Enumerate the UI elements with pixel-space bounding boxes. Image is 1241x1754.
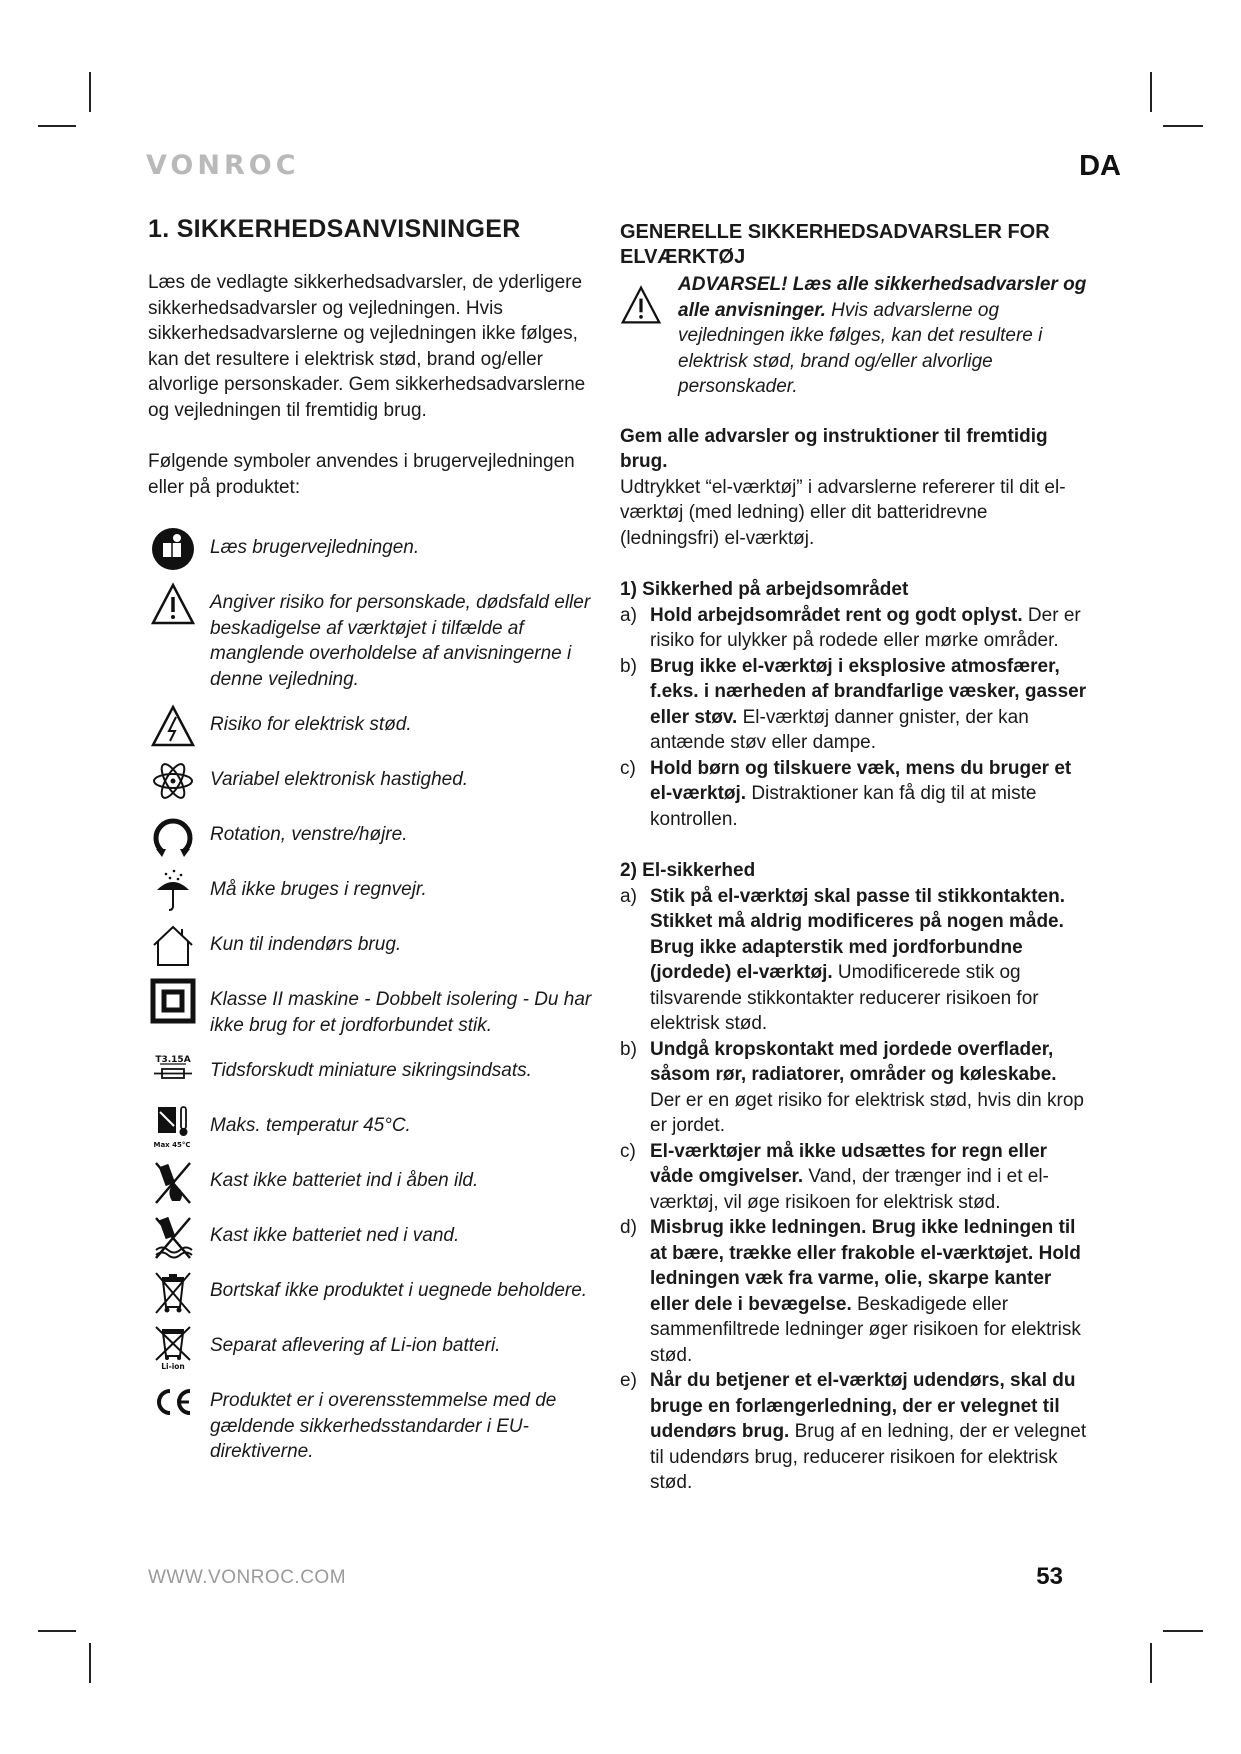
max-temperature-icon	[148, 1104, 198, 1148]
item-label: b)	[620, 655, 637, 677]
list-item	[620, 1215, 1090, 1368]
variable-speed-icon	[148, 758, 198, 802]
indoor-use-icon	[148, 923, 198, 967]
item-text: Der er risiko for ulykker på rodede eller mørke områder.	[650, 604, 1081, 651]
symbols-intro: Følgende symboler anvendes i brugervejledningen eller på produktet:	[148, 451, 575, 498]
symbol-item	[148, 526, 598, 570]
electrical-safety-section	[620, 858, 1090, 1496]
symbol-item	[148, 703, 598, 747]
list-item	[620, 1368, 1090, 1496]
item-label: b)	[620, 1038, 637, 1060]
symbol-item	[148, 1269, 598, 1313]
symbol-list	[148, 526, 598, 1465]
save-bold: Gem alle advarsler og instruktioner til fremtidig brug.	[620, 425, 1048, 472]
symbol-item	[148, 581, 598, 692]
crop-mark	[89, 72, 91, 112]
section-heading: 2) El-sikkerhed	[620, 860, 756, 881]
item-text: Vand, der trænger ind i et el-værktøj, vil øge risikoen for elektrisk stød.	[650, 1166, 1049, 1213]
symbol-text: Kun til indendørs brug.	[210, 934, 402, 955]
section-heading: 1) Sikkerhed på arbejdsområdet	[620, 579, 909, 600]
brand-logo: VONROC	[146, 150, 300, 181]
symbol-text: Risiko for elektrisk stød.	[210, 714, 412, 735]
item-bold: Undgå kropskontakt med jordede overflader, såsom rør, radiatorer, områder og køleskabe.	[650, 1038, 1057, 1085]
list-item	[620, 1139, 1090, 1216]
symbol-text: Maks. temperatur 45°C.	[210, 1115, 411, 1136]
list-item	[620, 654, 1090, 756]
symbol-text: Klasse II maskine - Dobbelt isolering - Du har ikke brug for et jordforbundet stik.	[210, 989, 592, 1036]
warning-block	[620, 272, 1090, 400]
crop-mark	[1163, 125, 1203, 127]
symbol-item	[148, 758, 598, 802]
symbol-text: Kast ikke batteriet ind i åben ild.	[210, 1170, 479, 1191]
symbol-item	[148, 1324, 598, 1368]
electric-shock-icon	[148, 703, 198, 747]
warning-triangle-icon	[620, 272, 678, 400]
warning-triangle-icon	[148, 581, 198, 625]
symbol-item	[148, 813, 598, 857]
li-ion-bin-icon	[148, 1324, 198, 1368]
list-item	[620, 884, 1090, 1037]
footer-url[interactable]: WWW.VONROC.COM	[148, 1567, 347, 1588]
warning-text	[678, 272, 1090, 400]
symbol-item	[148, 923, 598, 967]
li-ion-label: Li-ion	[161, 1362, 185, 1370]
save-instructions	[620, 424, 1090, 552]
term-text: Udtrykket “el-værktøj” i advarslerne refererer til dit el-værktøj (med ledning) eller dit batteridrevne (ledningsfri) el-værktøj.	[620, 476, 1066, 549]
crop-mark	[89, 1643, 91, 1683]
no-water-icon	[148, 1214, 198, 1258]
warning-bold: ADVARSEL! Læs alle sikkerhedsadvarsler og alle anvisninger.	[678, 274, 1087, 321]
item-label: a)	[620, 604, 637, 626]
symbol-text: Kast ikke batteriet ned i vand.	[210, 1225, 460, 1246]
item-text: El-værktøj danner gnister, der kan antænde støv eller dampe.	[650, 706, 1029, 753]
no-rain-icon	[148, 868, 198, 912]
left-column	[148, 215, 598, 1476]
item-label: d)	[620, 1217, 637, 1238]
general-warnings-title: GENERELLE SIKKERHEDSADVARSLER FOR ELVÆRKTØJ	[620, 221, 1050, 268]
symbol-text: Separat aflevering af Li-ion batteri.	[210, 1335, 501, 1356]
language-code: DA	[1079, 150, 1121, 182]
item-text: Der er en øget risiko for elektrisk stød, hvis din krop er jordet.	[650, 1089, 1084, 1136]
crop-mark	[1150, 1643, 1152, 1683]
list-item	[620, 603, 1090, 654]
item-bold: El-værktøjer må ikke udsættes for regn eller våde omgivelser.	[650, 1140, 1048, 1187]
fuse-label: T3.15A	[155, 1055, 191, 1065]
item-text: Umodificerede stik og tilsvarende stikkontakter reducerer risikoen for elektrisk stød.	[650, 962, 1039, 1034]
symbol-text: Må ikke bruges i regnvejr.	[210, 879, 427, 900]
symbol-item	[148, 1379, 598, 1465]
symbol-item	[148, 1159, 598, 1203]
class-ii-icon	[148, 978, 198, 1022]
read-manual-icon	[148, 526, 198, 570]
rotation-icon	[148, 813, 198, 857]
symbol-item	[148, 1049, 598, 1093]
symbol-item	[148, 868, 598, 912]
item-bold: Når du betjener et el-værktøj udendørs, skal du bruge en forlængerledning, der er velegnet til udendørs brug.	[650, 1370, 1076, 1442]
symbol-text: Variabel elektronisk hastighed.	[210, 769, 469, 790]
list-item	[620, 756, 1090, 833]
no-fire-icon	[148, 1159, 198, 1203]
symbol-text: Angiver risiko for personskade, dødsfald eller beskadigelse af værktøjet i tilfælde af manglende overholdelse af anvisningerne i denne vejledning.	[210, 592, 591, 690]
item-label: e)	[620, 1370, 637, 1391]
right-column	[620, 220, 1090, 1522]
crop-mark	[38, 1630, 76, 1632]
item-bold: Stik på el-værktøj skal passe til stikkontakten. Stikket må aldrig modificeres på nogen måde. Brug ikke adapterstik med jordforbundne (jordede) el-værktøj.	[650, 885, 1065, 983]
item-bold: Misbrug ikke ledningen. Brug ikke ledningen til at bære, trække eller frakoble el-værktøjet. Hold ledningen væk fra varme, olie, skarpe kanter eller dele i bevægelse.	[650, 1217, 1081, 1315]
waste-bin-icon	[148, 1269, 198, 1313]
symbol-text: Tidsforskudt miniature sikringsindsats.	[210, 1060, 532, 1081]
item-text: Distraktioner kan få dig til at miste kontrollen.	[650, 783, 1037, 830]
symbol-item	[148, 978, 598, 1038]
temp-label: Max 45°C	[153, 1141, 191, 1149]
symbol-item	[148, 1104, 598, 1148]
symbol-item	[148, 1214, 598, 1258]
symbol-text: Rotation, venstre/højre.	[210, 824, 408, 845]
item-label: a)	[620, 885, 637, 907]
symbol-text: Produktet er i overensstemmelse med de gældende sikkerhedsstandarder i EU-direktiverne.	[210, 1390, 557, 1462]
item-bold: Brug ikke el-værktøj i eksplosive atmosfærer, f.eks. i nærheden af brandfarlige væsker, gasser eller støv.	[650, 655, 1087, 728]
symbol-text: Læs brugervejledningen.	[210, 537, 420, 558]
item-text: Brug af en ledning, der er velegnet til udendørs brug, reducerer risikoen for elektrisk stød.	[650, 1421, 1087, 1493]
item-label: c)	[620, 1140, 636, 1162]
crop-mark	[1150, 72, 1152, 112]
crop-mark	[38, 125, 76, 127]
item-label: c)	[620, 757, 636, 779]
fuse-icon	[148, 1049, 198, 1093]
item-bold: Hold arbejdsområdet rent og godt oplyst.	[650, 604, 1023, 626]
warning-rest: Hvis advarslerne og vejledningen ikke følges, kan det resultere i elektrisk stød, brand og/eller alvorlige personskader.	[678, 299, 1043, 397]
list-item	[620, 1037, 1090, 1139]
item-text: Beskadigede eller sammenfiltrede ledninger øger risikoen for elektrisk stød.	[650, 1293, 1081, 1366]
crop-mark	[1163, 1630, 1203, 1632]
work-area-section	[620, 577, 1090, 832]
ce-mark-icon	[148, 1379, 198, 1423]
item-bold: Hold børn og tilskuere væk, mens du bruger et el-værktøj.	[650, 757, 1072, 804]
page-number: 53	[1036, 1563, 1063, 1590]
symbol-text: Bortskaf ikke produktet i uegnede beholdere.	[210, 1280, 588, 1301]
section-title: 1. SIKKERHEDSANVISNINGER	[148, 215, 521, 243]
intro-paragraph: Læs de vedlagte sikkerhedsadvarsler, de yderligere sikkerhedsadvarsler og vejledningen. Hvis sikkerhedsadvarslerne og vejledningen ikke følges, kan det resultere i elektrisk stød, brand og/eller alvorlige personskader. Gem sikkerhedsadvarslerne og vejledningen til fremtidig brug.	[148, 272, 586, 421]
